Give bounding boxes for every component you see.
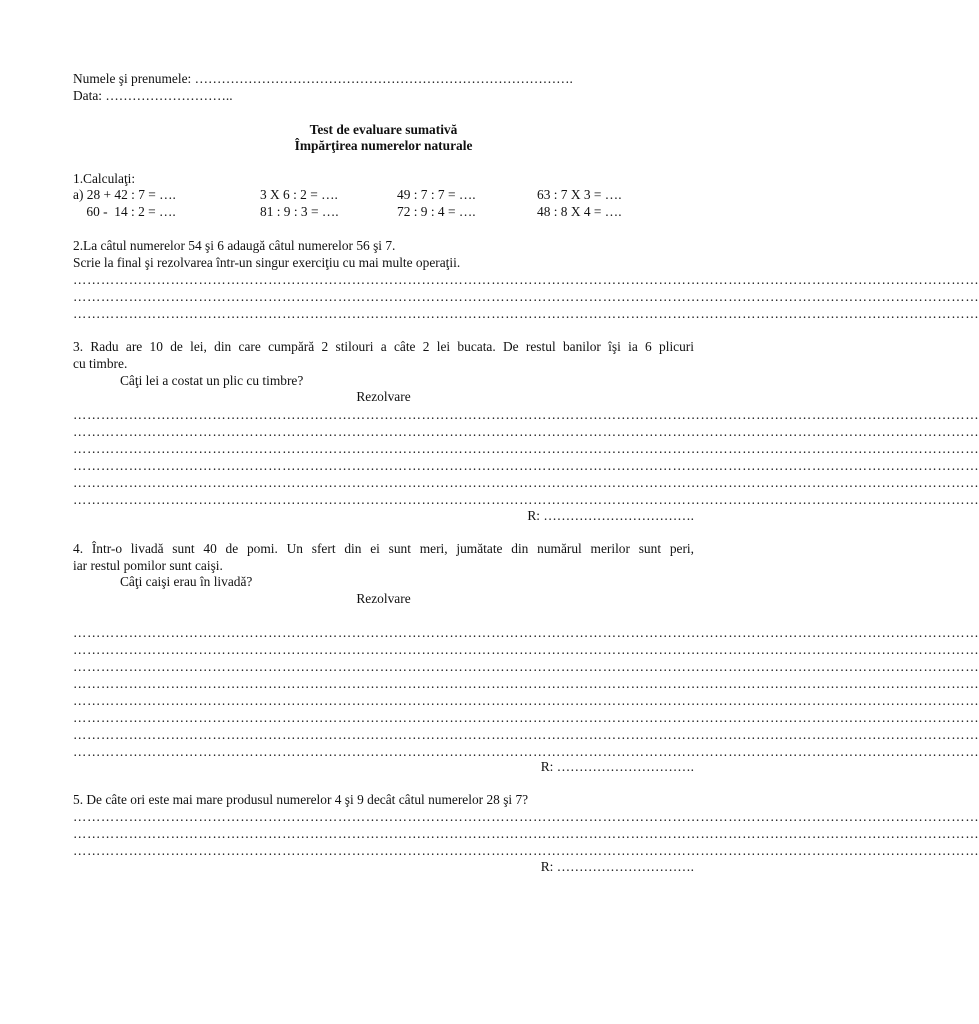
test-subtitle: Împărţirea numerelor naturale [294,138,473,153]
ex3-answer: R: ……………………………. [527,508,694,523]
answer-line: …………………………………………………………………………………………………………………………………………………………………………… [73,407,979,422]
ex2-instruction: Scrie la final şi rezolvarea într-un singur exerciţiu cu mai multe operaţii. [73,255,461,270]
name-line [73,70,573,87]
ex4-statement-cont: iar restul pomilor sunt caişi. [73,558,223,573]
answer-line: …………………………………………………………………………………………………………………………………………………………………………… [73,441,979,456]
answer-line: …………………………………………………………………………………………………………………………………………………………………………… [73,424,979,439]
answer-line: …………………………………………………………………………………………………………………………………………………………………………… [73,659,979,674]
ex4-statement: 4. Într-o livadă sunt 40 de pomi. Un sfert din ei sunt meri, jumătate din numărul merilor sunt peri, [73,541,694,556]
ex3-solution-label: Rezolvare [356,389,411,404]
name-label: Numele şi prenumele: [73,71,192,86]
ex3-statement-cont: cu timbre. [73,356,128,371]
answer-line: …………………………………………………………………………………………………………………………………………………………………………… [73,809,979,824]
ex1-cell: 63 : 7 X 3 = …. [537,187,622,202]
ex1-cell: 49 : 7 : 7 = …. [397,187,476,202]
ex1-cell: a) 28 + 42 : 7 = …. [73,187,176,202]
ex1-cell: 3 X 6 : 2 = …. [260,187,338,202]
date-line [73,87,233,104]
answer-line: …………………………………………………………………………………………………………………………………………………………………………… [73,642,979,657]
answer-line: …………………………………………………………………………………………………………………………………………………………………………… [73,272,979,287]
answer-line: …………………………………………………………………………………………………………………………………………………………………………… [73,306,979,321]
ex4-question: Câţi caişi erau în livadă? [120,574,253,589]
ex1-row [73,186,713,203]
answer-line: …………………………………………………………………………………………………………………………………………………………………………… [73,492,979,507]
ex1-heading: 1.Calculaţi: [73,171,136,186]
ex5-statement: 5. De câte ori este mai mare produsul numerelor 4 şi 9 decât câtul numerelor 28 şi 7? [73,792,529,807]
answer-line: …………………………………………………………………………………………………………………………………………………………………………… [73,458,979,473]
ex4-solution-label: Rezolvare [356,591,411,606]
ex2-statement: 2.La câtul numerelor 54 şi 6 adaugă câtul numerelor 56 şi 7. [73,238,396,253]
answer-line: …………………………………………………………………………………………………………………………………………………………………………… [73,710,979,725]
answer-line: …………………………………………………………………………………………………………………………………………………………………………… [73,826,979,841]
ex3-question: Câţi lei a costat un plic cu timbre? [120,373,304,388]
answer-line: …………………………………………………………………………………………………………………………………………………………………………… [73,843,979,858]
ex1-cell: 72 : 9 : 4 = …. [397,204,476,219]
ex1-cell: 81 : 9 : 3 = …. [260,204,339,219]
answer-line: …………………………………………………………………………………………………………………………………………………………………………… [73,693,979,708]
ex1-row [73,203,713,220]
answer-line: …………………………………………………………………………………………………………………………………………………………………………… [73,676,979,691]
ex1-cell: 48 : 8 X 4 = …. [537,204,622,219]
answer-line: …………………………………………………………………………………………………………………………………………………………………………… [73,727,979,742]
date-label: Data: [73,88,102,103]
ex1-cell: 60 - 14 : 2 = …. [73,204,176,219]
answer-line: …………………………………………………………………………………………………………………………………………………………………………… [73,475,979,490]
ex4-answer: R: …………………………. [540,759,694,774]
ex3-statement: 3. Radu are 10 de lei, din care cumpără 2 stilouri a câte 2 lei bucata. De restul banilor îşi ia 6 plicuri [73,339,694,354]
name-fill: …………………………………………………………………………. [194,71,573,86]
answer-line: …………………………………………………………………………………………………………………………………………………………………………… [73,289,979,304]
answer-line: …………………………………………………………………………………………………………………………………………………………………………… [73,625,979,640]
test-title: Test de evaluare sumativă [309,122,458,137]
answer-line: …………………………………………………………………………………………………………………………………………………………………………… [73,744,979,759]
ex1-grid [73,186,713,220]
date-fill: ……………………….. [105,88,233,103]
ex5-answer: R: …………………………. [540,859,694,874]
